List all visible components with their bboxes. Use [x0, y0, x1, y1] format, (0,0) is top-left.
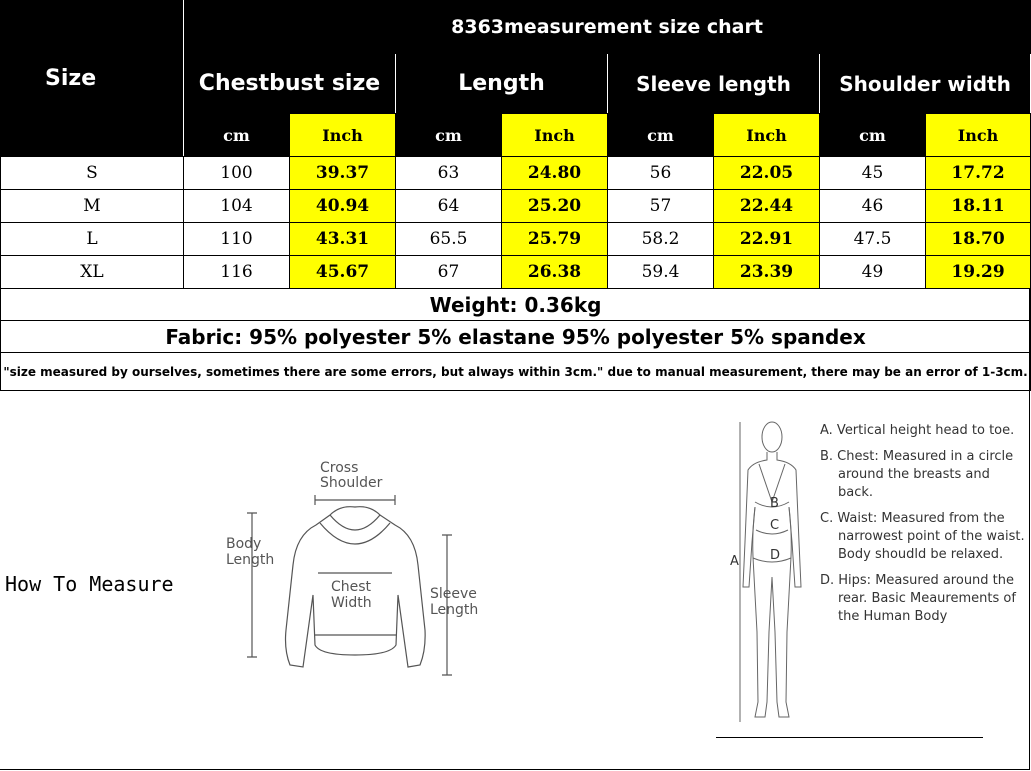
shoulder-cm-cell: 49 [820, 256, 926, 289]
body-label-a: A [730, 554, 739, 569]
group-header-length: Length [396, 54, 608, 114]
shoulder-inch-cell: 18.70 [926, 223, 1031, 256]
note-b: B. Chest: Measured in a circle around the breasts and back. [820, 449, 1014, 500]
length-inch-cell: 25.20 [502, 190, 608, 223]
chest-cm-cell: 116 [184, 256, 290, 289]
chart-title: 8363measurement size chart [184, 1, 1031, 54]
chest-cm-cell: 104 [184, 190, 290, 223]
how-to-measure-label: How To Measure [5, 572, 174, 596]
sleeve-cm-cell: 59.4 [608, 256, 714, 289]
length-cm-cell: 67 [396, 256, 502, 289]
fabric-row: Fabric: 95% polyester 5% elastane 95% polyester 5% spandex [1, 321, 1031, 353]
sleeve-cm-cell: 56 [608, 157, 714, 190]
sleeve-cm-cell: 58.2 [608, 223, 714, 256]
length-inch-cell: 26.38 [502, 256, 608, 289]
chest-inch-cell: 45.67 [290, 256, 396, 289]
length-cm-cell: 64 [396, 190, 502, 223]
weight-row: Weight: 0.36kg [1, 289, 1031, 321]
table-row [1, 190, 1031, 223]
body-length-label-1: Body [226, 536, 262, 552]
unit-cm: cm [820, 114, 926, 157]
unit-cm: cm [396, 114, 502, 157]
table-row [1, 223, 1031, 256]
body-length-label-2: Length [226, 552, 275, 568]
size-column-header: Size [1, 1, 184, 157]
shoulder-inch-cell: 18.11 [926, 190, 1031, 223]
measurement-note: "size measured by ourselves, sometimes there are some errors, but always within 3cm." due to manual measurement, there may be an error of 1-3cm. [1, 353, 1031, 391]
table-row [1, 157, 1031, 190]
unit-cm: cm [608, 114, 714, 157]
unit-inch: Inch [714, 114, 820, 157]
shoulder-cm-cell: 46 [820, 190, 926, 223]
chest-cm-cell: 110 [184, 223, 290, 256]
note-a: A. Vertical height head to toe. [820, 423, 1015, 438]
note-c: C. Waist: Measured from the narrowest point of the waist. Body shoudld be relaxed. [820, 511, 1025, 562]
shoulder-inch-cell: 17.72 [926, 157, 1031, 190]
chest-width-label-2: Width [331, 595, 372, 611]
chest-cm-cell: 100 [184, 157, 290, 190]
unit-cm: cm [184, 114, 290, 157]
size-cell: L [1, 223, 184, 256]
body-label-d: D [770, 548, 781, 563]
size-cell: S [1, 157, 184, 190]
size-cell: XL [1, 256, 184, 289]
length-inch-cell: 25.79 [502, 223, 608, 256]
length-cm-cell: 63 [396, 157, 502, 190]
body-label-c: C [770, 518, 780, 533]
group-header-sleeve: Sleeve length [608, 54, 820, 114]
sleeve-length-label-1: Sleeve [430, 586, 477, 602]
body-label-b: B [770, 496, 779, 511]
sleeve-inch-cell: 23.39 [714, 256, 820, 289]
unit-inch: Inch [926, 114, 1031, 157]
group-header-shoulder: Shoulder width [820, 54, 1031, 114]
unit-inch: Inch [502, 114, 608, 157]
group-header-chest: Chestbust size [184, 54, 396, 114]
body-measure-diagram [715, 412, 815, 742]
shoulder-cm-cell: 45 [820, 157, 926, 190]
cross-shoulder-label-1: Cross [320, 460, 359, 476]
unit-inch: Inch [290, 114, 396, 157]
size-cell: M [1, 190, 184, 223]
divider-line [716, 737, 983, 738]
sleeve-inch-cell: 22.91 [714, 223, 820, 256]
length-inch-cell: 24.80 [502, 157, 608, 190]
body-measure-notes [820, 422, 1025, 634]
shoulder-inch-cell: 19.29 [926, 256, 1031, 289]
sleeve-inch-cell: 22.44 [714, 190, 820, 223]
sleeve-cm-cell: 57 [608, 190, 714, 223]
shoulder-cm-cell: 47.5 [820, 223, 926, 256]
length-cm-cell: 65.5 [396, 223, 502, 256]
chest-inch-cell: 40.94 [290, 190, 396, 223]
sleeve-inch-cell: 22.05 [714, 157, 820, 190]
chest-inch-cell: 43.31 [290, 223, 396, 256]
table-row [1, 256, 1031, 289]
note-d: D. Hips: Measured around the rear. Basic Meaurements of the Human Body [820, 573, 1016, 624]
cross-shoulder-label-2: Shoulder [320, 475, 383, 491]
sweater-measure-diagram [220, 455, 490, 685]
sleeve-length-label-2: Length [430, 602, 479, 618]
chest-inch-cell: 39.37 [290, 157, 396, 190]
chest-width-label-1: Chest [331, 579, 372, 595]
